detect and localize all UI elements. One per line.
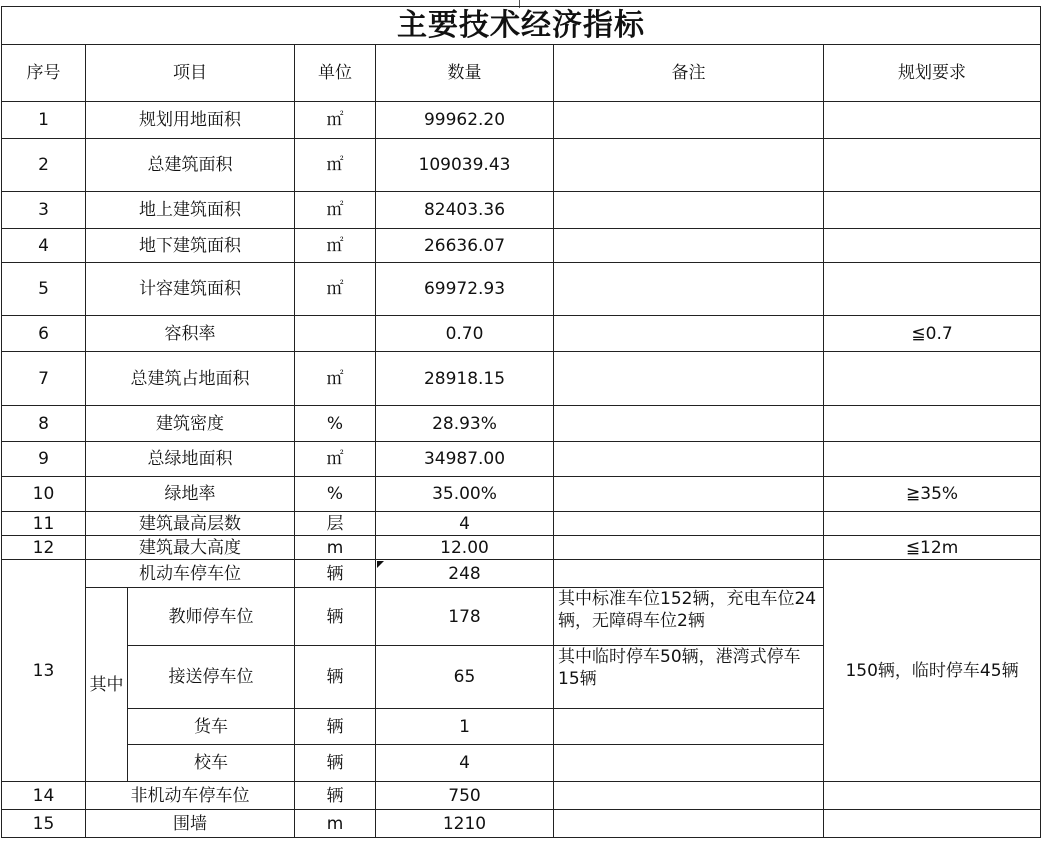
row-quantity: 0.70: [376, 316, 554, 352]
row-item: 非机动车停车位: [86, 782, 295, 810]
row-item: 容积率: [86, 316, 295, 352]
row-note: [554, 406, 824, 442]
row-index: 5: [2, 263, 86, 316]
row-index: 10: [2, 477, 86, 512]
table-row: [2, 512, 1041, 536]
row-index: 3: [2, 192, 86, 229]
row-index: 15: [2, 810, 86, 838]
row-requirement: [824, 406, 1041, 442]
table-row: [2, 102, 1041, 139]
table-row: [2, 139, 1041, 192]
row-index: 2: [2, 139, 86, 192]
row-index: 13: [2, 560, 86, 782]
header-item: 项目: [86, 45, 295, 102]
row-index: 11: [2, 512, 86, 536]
row-requirement: 150辆，临时停车45辆: [824, 560, 1041, 782]
row-item: 地上建筑面积: [86, 192, 295, 229]
sub-note: [554, 745, 824, 782]
row-requirement: ≦0.7: [824, 316, 1041, 352]
row-index: 4: [2, 229, 86, 263]
indicator-table: [1, 6, 1041, 838]
header-index: 序号: [2, 45, 86, 102]
row-item: 地下建筑面积: [86, 229, 295, 263]
row-quantity: 34987.00: [376, 442, 554, 477]
row-unit: m: [295, 810, 376, 838]
sub-unit: 辆: [295, 588, 376, 646]
row-requirement: [824, 139, 1041, 192]
row-quantity: 750: [376, 782, 554, 810]
sub-quantity: 4: [376, 745, 554, 782]
row-note: [554, 810, 824, 838]
table-row: [2, 810, 1041, 838]
table-row: [2, 316, 1041, 352]
table-row: [2, 406, 1041, 442]
row-note: [554, 316, 824, 352]
table-row: [2, 229, 1041, 263]
row-item: 总建筑占地面积: [86, 352, 295, 406]
row-index: 12: [2, 536, 86, 560]
row-unit: %: [295, 406, 376, 442]
row-requirement: [824, 229, 1041, 263]
row-index: 14: [2, 782, 86, 810]
row-requirement: [824, 442, 1041, 477]
row-requirement: [824, 810, 1041, 838]
row-item: 总建筑面积: [86, 139, 295, 192]
row-unit: 层: [295, 512, 376, 536]
row-quantity: 35.00%: [376, 477, 554, 512]
sub-note: [554, 709, 824, 745]
header-unit: 单位: [295, 45, 376, 102]
sub-unit: 辆: [295, 709, 376, 745]
table-row: [2, 782, 1041, 810]
sub-unit: 辆: [295, 745, 376, 782]
row-item: 建筑最大高度: [86, 536, 295, 560]
row-unit: ㎡: [295, 442, 376, 477]
row-quantity: 12.00: [376, 536, 554, 560]
header-row: [2, 45, 1041, 102]
row-unit: ㎡: [295, 102, 376, 139]
row-item: 规划用地面积: [86, 102, 295, 139]
row-unit: 辆: [295, 782, 376, 810]
table-row: [2, 442, 1041, 477]
sub-item: 校车: [128, 745, 295, 782]
row-item: 计容建筑面积: [86, 263, 295, 316]
row-unit: [295, 316, 376, 352]
row-note: [554, 263, 824, 316]
row-quantity: 4: [376, 512, 554, 536]
row-index: 1: [2, 102, 86, 139]
row-note: [554, 139, 824, 192]
row-quantity: 69972.93: [376, 263, 554, 316]
table-row: [2, 536, 1041, 560]
sub-quantity: 1: [376, 709, 554, 745]
row-quantity: 1210: [376, 810, 554, 838]
sub-group-label: 其中: [86, 588, 128, 782]
row-unit: ㎡: [295, 139, 376, 192]
row-item: 机动车停车位: [86, 560, 295, 588]
row-requirement: [824, 512, 1041, 536]
row-note: [554, 536, 824, 560]
row-quantity: 28918.15: [376, 352, 554, 406]
row-item: 总绿地面积: [86, 442, 295, 477]
table-row: [2, 352, 1041, 406]
row-quantity: 28.93%: [376, 406, 554, 442]
row-note: [554, 352, 824, 406]
row-note: [554, 477, 824, 512]
row-note: [554, 782, 824, 810]
sub-unit: 辆: [295, 646, 376, 709]
sub-quantity: 178: [376, 588, 554, 646]
row-unit: ㎡: [295, 229, 376, 263]
row-requirement: ≧35%: [824, 477, 1041, 512]
row-note: [554, 560, 824, 588]
row-unit: %: [295, 477, 376, 512]
row-item: 建筑密度: [86, 406, 295, 442]
row-note: [554, 442, 824, 477]
row-requirement: [824, 263, 1041, 316]
table-row: [2, 192, 1041, 229]
row-quantity: 99962.20: [376, 102, 554, 139]
sub-note: 其中标准车位152辆，充电车位24辆，无障碍车位2辆: [554, 588, 824, 646]
row-quantity: 82403.36: [376, 192, 554, 229]
row-quantity: 26636.07: [376, 229, 554, 263]
row-note: [554, 229, 824, 263]
row-item: 围墙: [86, 810, 295, 838]
row-unit: 辆: [295, 560, 376, 588]
row-requirement: [824, 352, 1041, 406]
sub-item: 教师停车位: [128, 588, 295, 646]
row-unit: ㎡: [295, 263, 376, 316]
header-quantity: 数量: [376, 45, 554, 102]
table-row: [2, 263, 1041, 316]
sub-item: 接送停车位: [128, 646, 295, 709]
row-item: 绿地率: [86, 477, 295, 512]
row-note: [554, 512, 824, 536]
row-index: 9: [2, 442, 86, 477]
header-requirement: 规划要求: [824, 45, 1041, 102]
row-note: [554, 192, 824, 229]
row-index: 7: [2, 352, 86, 406]
row-quantity: 109039.43: [376, 139, 554, 192]
sub-quantity: 65: [376, 646, 554, 709]
sub-note: 其中临时停车50辆，港湾式停车15辆: [554, 646, 824, 709]
row-requirement: ≦12m: [824, 536, 1041, 560]
row-unit: ㎡: [295, 192, 376, 229]
row-requirement: [824, 192, 1041, 229]
table-row: [2, 560, 1041, 588]
table-row: [2, 477, 1041, 512]
sub-item: 货车: [128, 709, 295, 745]
row-quantity: 248: [376, 560, 554, 588]
header-note: 备注: [554, 45, 824, 102]
table-title: 主要技术经济指标: [2, 7, 1041, 45]
row-note: [554, 102, 824, 139]
row-requirement: [824, 782, 1041, 810]
row-requirement: [824, 102, 1041, 139]
row-index: 6: [2, 316, 86, 352]
row-unit: m: [295, 536, 376, 560]
row-index: 8: [2, 406, 86, 442]
row-item: 建筑最高层数: [86, 512, 295, 536]
row-unit: ㎡: [295, 352, 376, 406]
